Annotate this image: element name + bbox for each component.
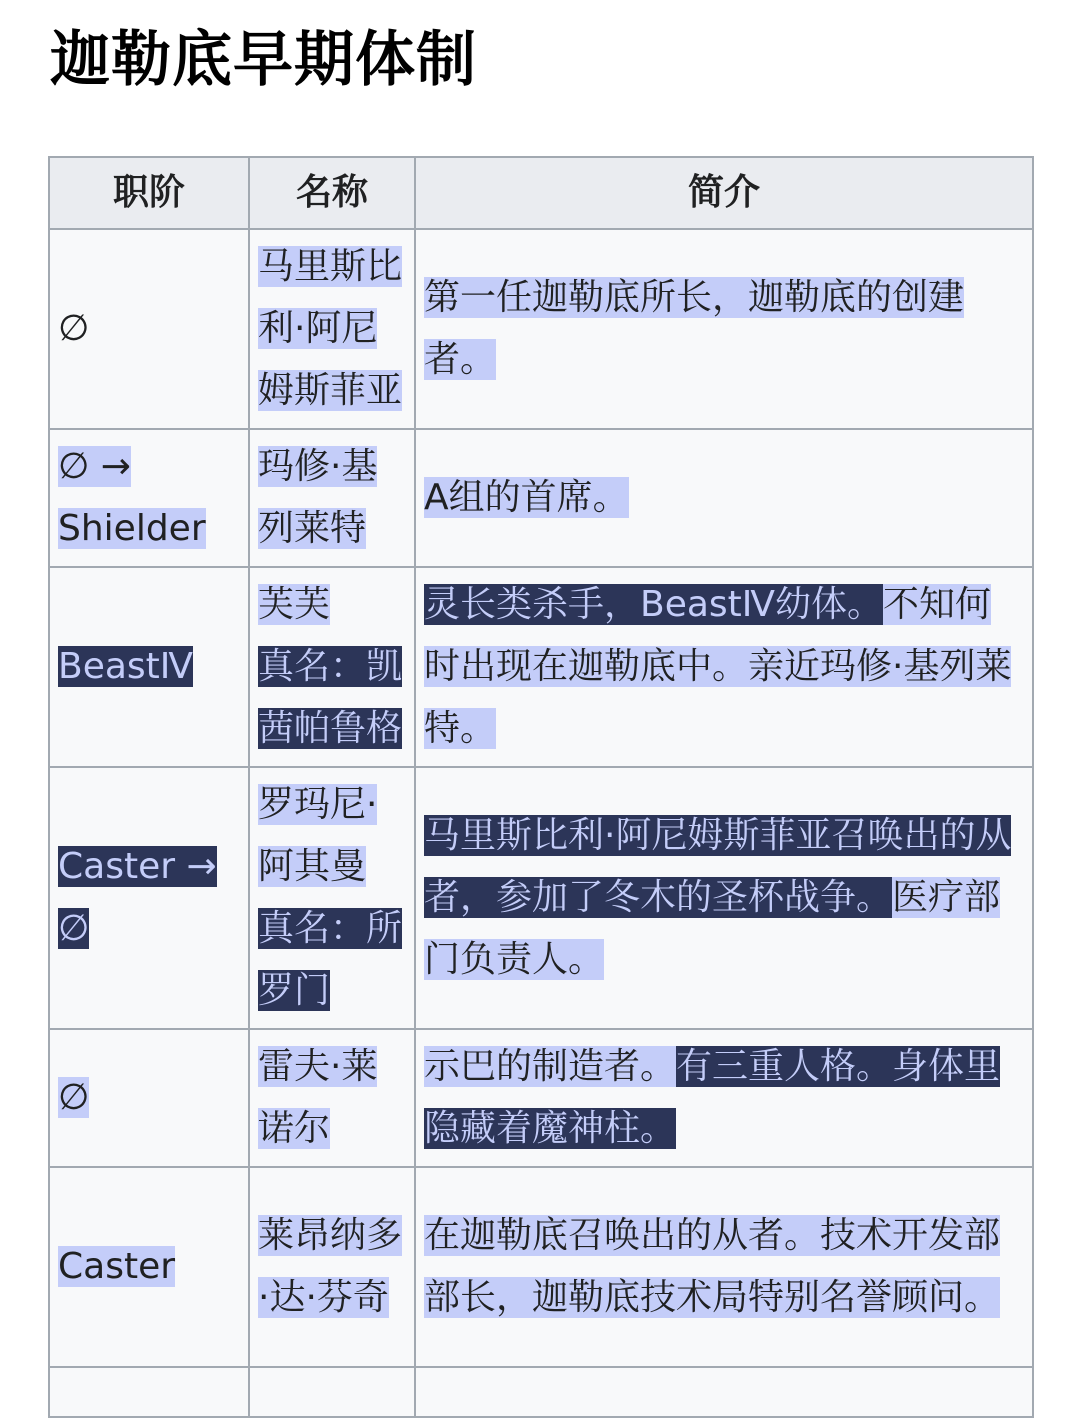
class-cell bbox=[49, 429, 249, 567]
name-text[interactable]: 雷夫·莱诺尔 bbox=[258, 1046, 378, 1149]
class-cell bbox=[49, 229, 249, 429]
intro-text[interactable]: 第一任迦勒底所长，迦勒底的创建者。 bbox=[424, 277, 965, 380]
intro-text[interactable]: 医疗部门负责人。 bbox=[424, 877, 1001, 980]
class-text[interactable]: ∅ → Shielder bbox=[58, 446, 206, 549]
class-text[interactable]: Caster → ∅ bbox=[58, 846, 217, 949]
name-cell bbox=[249, 767, 415, 1029]
intro-cell bbox=[415, 567, 1033, 767]
intro-text[interactable]: 在迦勒底召唤出的从者。技术开发部部长，迦勒底技术局特别名誉顾问。 bbox=[424, 1215, 1001, 1318]
intro-cell bbox=[415, 1167, 1033, 1367]
class-text: ∅ bbox=[58, 308, 90, 349]
class-text[interactable]: Caster bbox=[58, 1246, 176, 1287]
intro-cell bbox=[415, 429, 1033, 567]
name-cell bbox=[249, 1029, 415, 1167]
name-text[interactable]: 芙芙 bbox=[258, 584, 331, 625]
class-cell bbox=[49, 1029, 249, 1167]
column-header-intro[interactable]: 简介 bbox=[415, 157, 1033, 229]
intro-cell bbox=[415, 1029, 1033, 1167]
class-cell bbox=[49, 567, 249, 767]
table-row bbox=[49, 567, 1033, 767]
column-header-class[interactable]: 职阶 bbox=[49, 157, 249, 229]
table-row bbox=[49, 1029, 1033, 1167]
column-header-name[interactable]: 名称 bbox=[249, 157, 415, 229]
table-header-row bbox=[49, 157, 1033, 229]
true-name-text[interactable]: 真名：凯茜帕鲁格 bbox=[258, 646, 403, 749]
table-row bbox=[49, 429, 1033, 567]
name-text[interactable]: 马里斯比利·阿尼姆斯菲亚 bbox=[258, 246, 403, 411]
name-cell bbox=[249, 1367, 415, 1417]
intro-cell bbox=[415, 229, 1033, 429]
class-text[interactable]: BeastⅣ bbox=[58, 646, 193, 687]
intro-text-highlight[interactable]: 有三重人格。身体里隐藏着魔神柱。 bbox=[424, 1046, 1001, 1149]
class-cell bbox=[49, 1367, 249, 1417]
class-cell bbox=[49, 1167, 249, 1367]
table-row bbox=[49, 229, 1033, 429]
intro-text-highlight[interactable]: 灵长类杀手，BeastⅣ幼体。 bbox=[424, 584, 884, 625]
intro-text[interactable]: 不知何时出现在迦勒底中。亲近玛修·基列莱特。 bbox=[424, 584, 1012, 749]
name-cell bbox=[249, 229, 415, 429]
table-row bbox=[49, 767, 1033, 1029]
name-cell bbox=[249, 1167, 415, 1367]
intro-text-highlight[interactable]: 马里斯比利·阿尼姆斯菲亚召唤出的从者，参加了冬木的圣杯战争。 bbox=[424, 815, 1012, 918]
name-text[interactable]: 玛修·基列莱特 bbox=[258, 446, 378, 549]
intro-text[interactable]: 示巴的制造者。 bbox=[424, 1046, 677, 1087]
name-cell bbox=[249, 567, 415, 767]
intro-text[interactable]: A组的首席。 bbox=[424, 477, 629, 518]
class-text[interactable]: ∅ bbox=[58, 1077, 90, 1118]
early-system-table bbox=[48, 156, 1034, 1418]
true-name-text[interactable]: 真名：所罗门 bbox=[258, 908, 403, 1011]
intro-cell bbox=[415, 1367, 1033, 1417]
table-row-partial bbox=[49, 1367, 1033, 1417]
name-cell bbox=[249, 429, 415, 567]
name-text[interactable]: 罗玛尼·阿其曼 bbox=[258, 784, 378, 887]
table-row bbox=[49, 1167, 1033, 1367]
intro-cell bbox=[415, 767, 1033, 1029]
class-cell bbox=[49, 767, 249, 1029]
page-title: 迦勒底早期体制 bbox=[50, 25, 477, 95]
name-text[interactable]: 莱昂纳多·达·芬奇 bbox=[258, 1215, 403, 1318]
